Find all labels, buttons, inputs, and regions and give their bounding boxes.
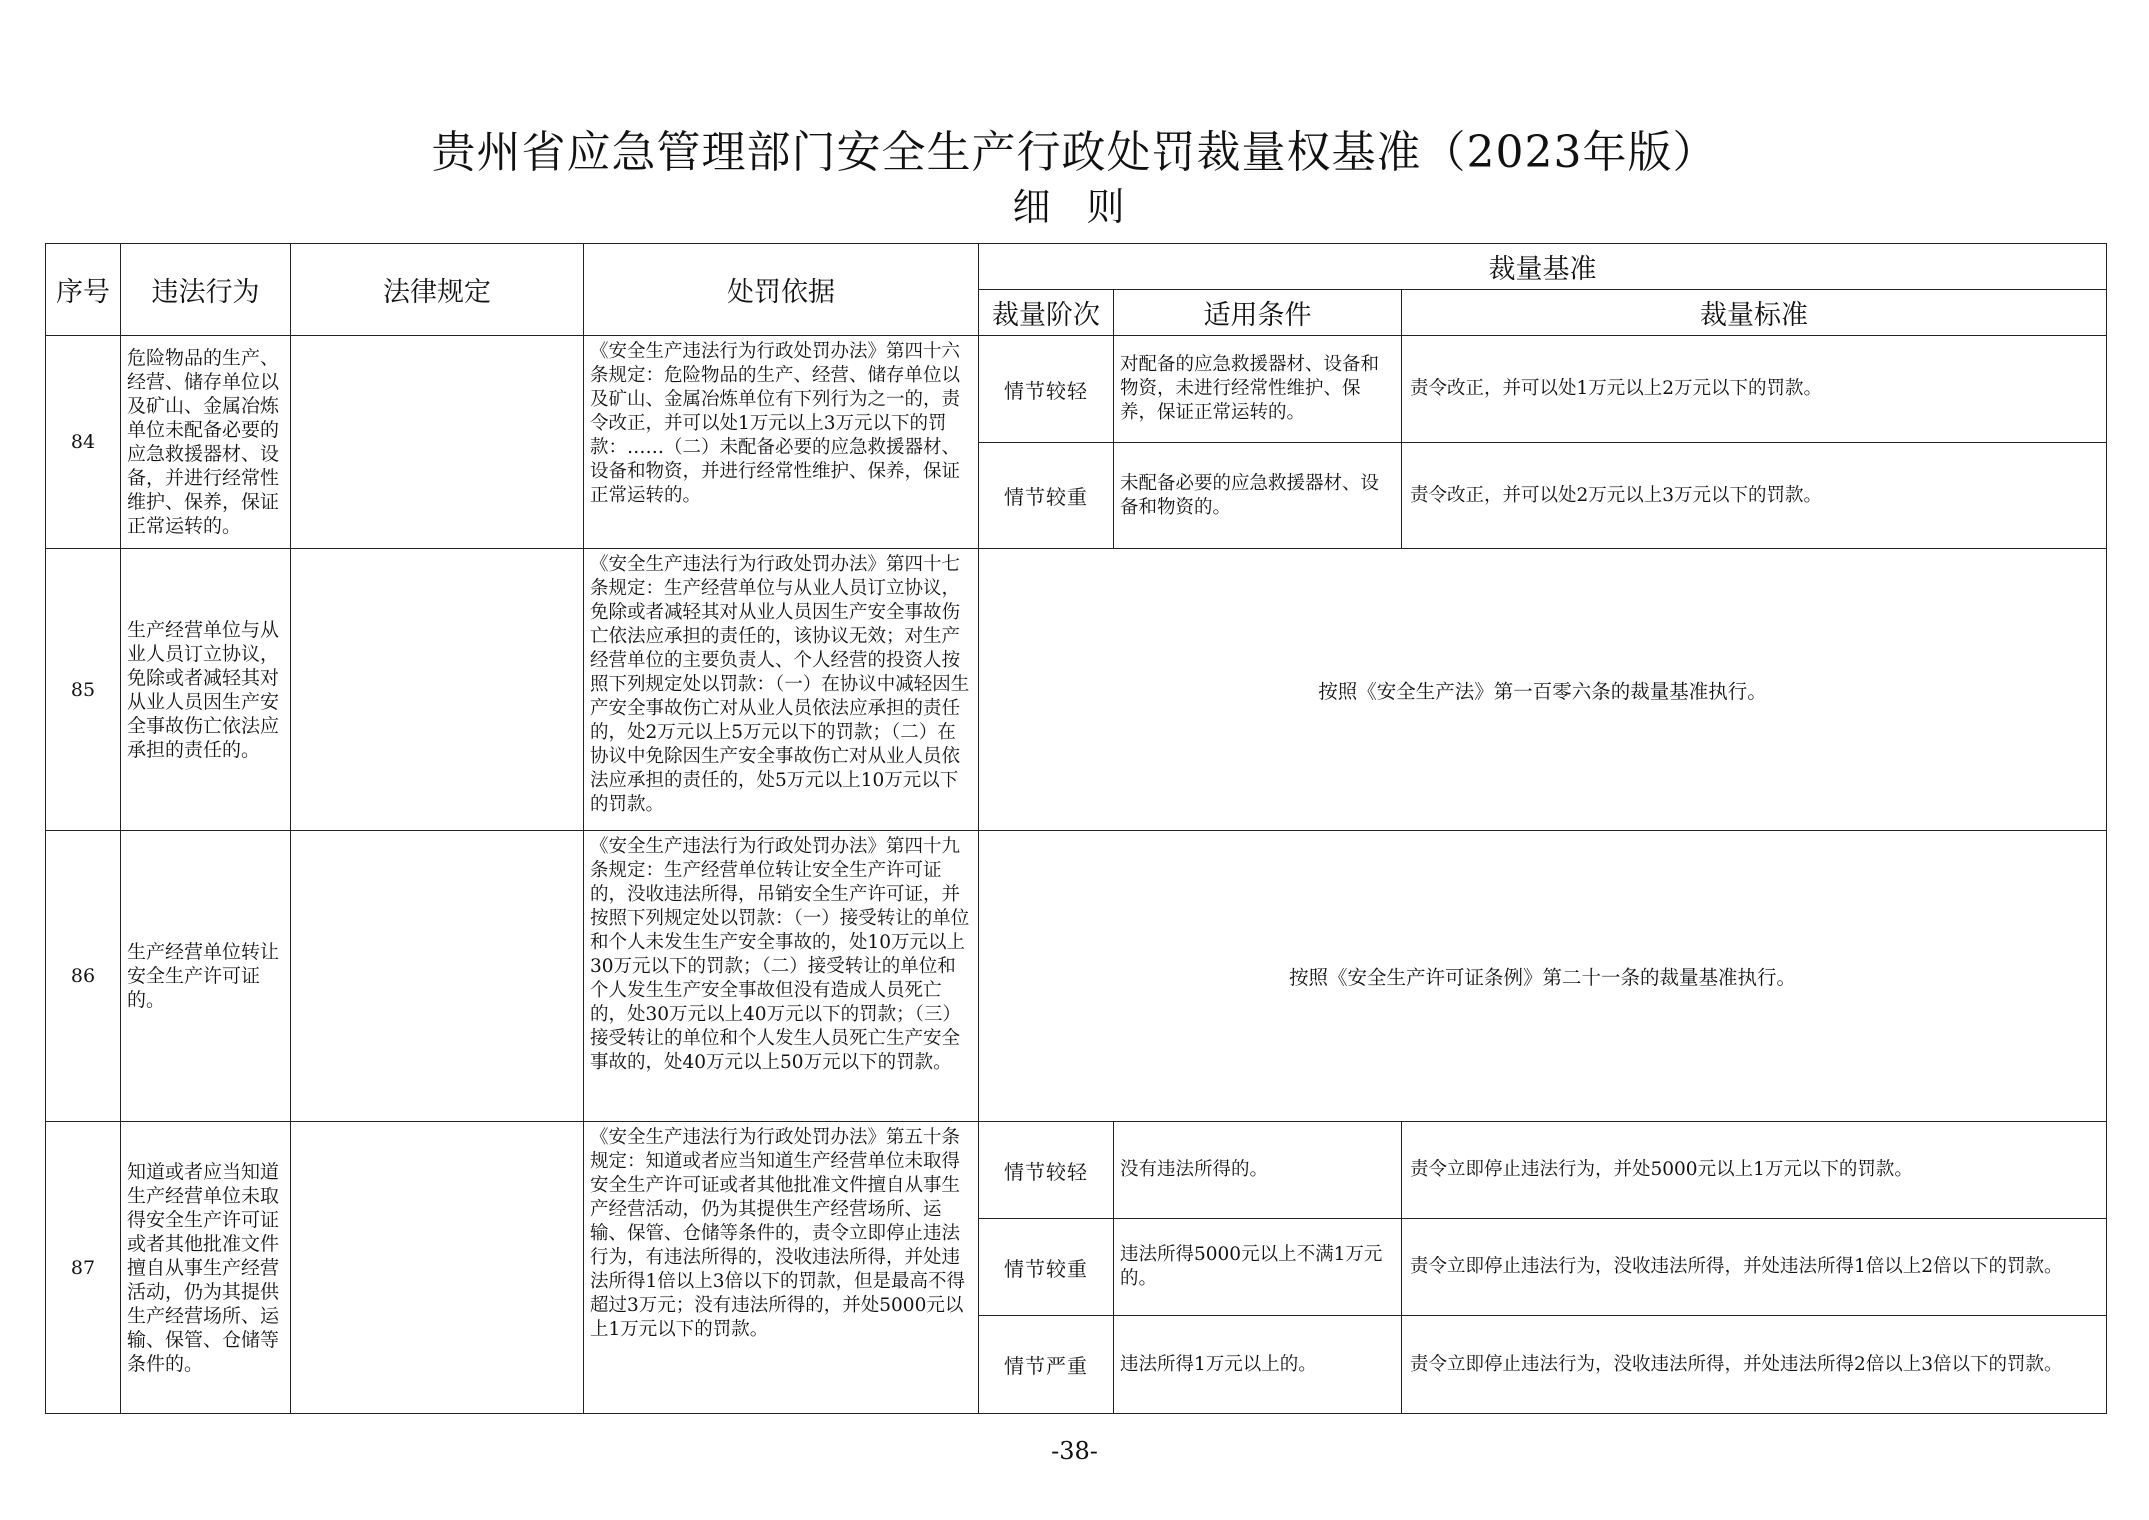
page-title: 贵州省应急管理部门安全生产行政处罚裁量权基准（2023年版）: [431, 127, 1718, 178]
row-basis: 《安全生产违法行为行政处罚办法》第四十七条规定：生产经营单位与从业人员订立协议，免除或者减轻其对从业人员因生产安全事故伤亡依法应承担的责任的，该协议无效；对生产经营单位的主要负责人、个人经营的投资人按照下列规定处以罚款：（一）在协议中减轻因生产安全事故伤亡对从业人员依法应承担的责任的，处2万元以上5万元以下的罚款；（二）在协议中免除因生产安全事故伤亡对从业人员依法应承担的责任的，处5万元以上10万元以下的罚款。: [584, 549, 979, 831]
header-level: 裁量阶次: [979, 290, 1114, 336]
row-condition: 没有违法所得的。: [1114, 1122, 1402, 1219]
row-level: 情节严重: [979, 1316, 1114, 1414]
row-condition: 违法所得5000元以上不满1万元的。: [1114, 1219, 1402, 1316]
row-level: 情节较重: [979, 443, 1114, 549]
table-row: [46, 1122, 2107, 1219]
row-level: 情节较重: [979, 1219, 1114, 1316]
row-act: 生产经营单位与从业人员订立协议，免除或者减轻其对从业人员因生产安全事故伤亡依法应承担的责任的。: [121, 549, 291, 831]
row-merged-standard: 按照《安全生产许可证条例》第二十一条的裁量基准执行。: [979, 831, 2107, 1122]
page-subtitle: 细 则: [1012, 185, 1137, 229]
row-seq: 84: [46, 336, 121, 549]
row-law: [291, 336, 584, 549]
row-standard: 责令改正，并可以处2万元以上3万元以下的罚款。: [1402, 443, 2107, 549]
row-act: 知道或者应当知道生产经营单位未取得安全生产许可证或者其他批准文件擅自从事生产经营活动，仍为其提供生产经营场所、运输、保管、仓储等条件的。: [121, 1122, 291, 1414]
page-number: -38-: [1051, 1437, 1098, 1465]
row-standard: 责令改正，并可以处1万元以上2万元以下的罚款。: [1402, 336, 2107, 443]
row-act: 生产经营单位转让安全生产许可证的。: [121, 831, 291, 1122]
row-condition: 对配备的应急救援器材、设备和物资，未进行经常性维护、保养，保证正常运转的。: [1114, 336, 1402, 443]
header-discretion: 裁量基准: [979, 244, 2107, 290]
header-standard: 裁量标准: [1402, 290, 2107, 336]
penalty-table: [45, 243, 2107, 1414]
row-law: [291, 831, 584, 1122]
row-level: 情节较轻: [979, 336, 1114, 443]
header-basis: 处罚依据: [584, 244, 979, 336]
header-law: 法律规定: [291, 244, 584, 336]
row-basis: 《安全生产违法行为行政处罚办法》第四十九条规定：生产经营单位转让安全生产许可证的，没收违法所得，吊销安全生产许可证，并按照下列规定处以罚款：（一）接受转让的单位和个人未发生生产安全事故的，处10万元以上30万元以下的罚款；（二）接受转让的单位和个人发生生产安全事故但没有造成人员死亡的，处30万元以上40万元以下的罚款；（三）接受转让的单位和个人发生人员死亡生产安全事故的，处40万元以上50万元以下的罚款。: [584, 831, 979, 1122]
row-seq: 87: [46, 1122, 121, 1414]
row-condition: 未配备必要的应急救援器材、设备和物资的。: [1114, 443, 1402, 549]
table-row: [46, 336, 2107, 443]
header-seq: 序号: [46, 244, 121, 336]
row-merged-standard: 按照《安全生产法》第一百零六条的裁量基准执行。: [979, 549, 2107, 831]
row-condition: 违法所得1万元以上的。: [1114, 1316, 1402, 1414]
row-standard: 责令立即停止违法行为，没收违法所得，并处违法所得2倍以上3倍以下的罚款。: [1402, 1316, 2107, 1414]
row-law: [291, 1122, 584, 1414]
row-act: 危险物品的生产、经营、储存单位以及矿山、金属冶炼单位未配备必要的应急救援器材、设备，并进行经常性维护、保养，保证正常运转的。: [121, 336, 291, 549]
header-condition: 适用条件: [1114, 290, 1402, 336]
row-seq: 85: [46, 549, 121, 831]
table-row: [46, 549, 2107, 831]
row-standard: 责令立即停止违法行为，没收违法所得，并处违法所得1倍以上2倍以下的罚款。: [1402, 1219, 2107, 1316]
table-row: [46, 831, 2107, 1122]
row-level: 情节较轻: [979, 1122, 1114, 1219]
row-seq: 86: [46, 831, 121, 1122]
row-standard: 责令立即停止违法行为，并处5000元以上1万元以下的罚款。: [1402, 1122, 2107, 1219]
row-basis: 《安全生产违法行为行政处罚办法》第四十六条规定：危险物品的生产、经营、储存单位以及矿山、金属冶炼单位有下列行为之一的，责令改正，并可以处1万元以上3万元以下的罚款：……（二）未配备必要的应急救援器材、设备和物资，并进行经常性维护、保养，保证正常运转的。: [584, 336, 979, 549]
header-act: 违法行为: [121, 244, 291, 336]
row-basis: 《安全生产违法行为行政处罚办法》第五十条规定：知道或者应当知道生产经营单位未取得安全生产许可证或者其他批准文件擅自从事生产经营活动，仍为其提供生产经营场所、运输、保管、仓储等条件的，责令立即停止违法行为，有违法所得的，没收违法所得，并处违法所得1倍以上3倍以下的罚款，但是最高不得超过3万元；没有违法所得的，并处5000元以上1万元以下的罚款。: [584, 1122, 979, 1414]
row-law: [291, 549, 584, 831]
